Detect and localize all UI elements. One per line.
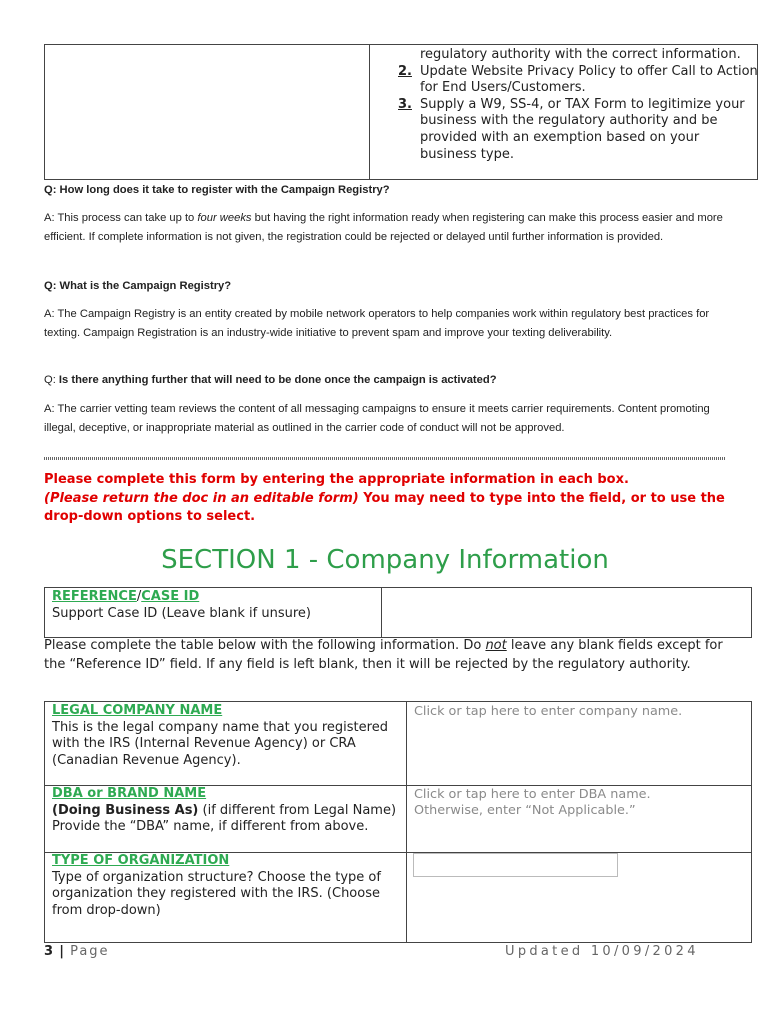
legal-name-label-cell [52,703,402,769]
updated-date: Updated 10/09/2024 [505,944,699,959]
org-type-link[interactable]: TYPE OF ORGANIZATION [52,853,230,868]
page-word: Page [70,944,110,959]
footer-separator: | [59,944,64,959]
org-type-label-cell [52,853,402,919]
form-instructions [44,471,734,527]
list-item-number: 2. [398,63,412,79]
answer-text: but having the right information ready when registering can make this process easier and more efficient. If complete information is not given, the registration could be rejected or delayed until further information is provided. [44,212,723,243]
page-number: 3 [44,944,54,959]
faq-question-1: Q: How long does it take to register with the Campaign Registry? [44,184,390,196]
case-id-input[interactable] [383,589,750,636]
label-slash: / [136,589,142,604]
instruction-text: Please complete this form by entering the appropriate information in each box. [44,472,629,487]
dba-name-field[interactable]: Click or tap here to enter DBA name. Otherwise, enter “Not Applicable.” [414,787,651,819]
answer-emphasis: four weeks [197,212,252,224]
list-item-number: 3. [398,96,412,112]
org-type-dropdown[interactable] [413,853,618,877]
table-divider [406,702,407,942]
reference-description: Support Case ID (Leave blank if unsure) [52,605,311,621]
reference-label-cell [52,589,377,622]
question-prefix: Q: [44,374,59,386]
org-type-description: Type of organization structure? Choose the type of organization they registered with the IRS. (Choose from drop-down) [52,869,381,918]
instruction-italic: (Please return the doc in an editable form) [44,490,359,506]
faq-question-2: Q: What is the Campaign Registry? [44,280,232,292]
company-name-field[interactable]: Click or tap here to enter company name. [414,704,683,719]
reference-link[interactable]: REFERENCE [52,589,137,604]
note-text: leave any blank fields except for the “Reference ID” field. If any field is left blank, then it will be rejected by the regulatory authority. [44,638,723,672]
list-item-text: Supply a W9, SS-4, or TAX Form to legitimize your business with the regulatory authority and be provided with an exemption based on your business type. [420,96,745,162]
faq-question-3 [44,371,734,390]
dba-description: (if different from Legal Name) Provide the “DBA” name, if different from above. [52,802,397,834]
case-id-link[interactable]: CASE ID [141,589,200,604]
dotted-divider [44,457,726,460]
company-info-table [44,701,752,943]
table-divider [381,588,382,637]
dba-bold-text: (Doing Business As) [52,802,199,818]
table-divider [369,45,370,179]
faq-answer-2: A: The Campaign Registry is an entity created by mobile network operators to help companies work within regulatory best practices for texting. Campaign Registration is an industry-wide initiative to prevent spam and improve your texting deliverability. [44,308,710,339]
faq-answer-1 [44,209,734,247]
dba-link[interactable]: DBA or BRAND NAME [52,786,207,801]
instruction-text: You may need to type into the field, or to use the drop-down options to select. [44,490,725,524]
legal-name-description: This is the legal company name that you registered with the IRS (Internal Revenue Agency) or CRA (Canadian Revenue Agency). [52,719,388,768]
requirements-list [398,47,758,163]
page-footer [44,944,110,959]
dba-label-cell [52,786,402,836]
table-instructions [44,637,744,674]
legal-name-link[interactable]: LEGAL COMPANY NAME [52,703,223,718]
list-item-continuation [398,47,758,64]
note-text: Please complete the table below with the following information. Do [44,638,486,653]
faq-answer-3: A: The carrier vetting team reviews the content of all messaging campaigns to ensure it meets carrier requirements. Content promoting illegal, deceptive, or inappropriate material as outlined in the carrier code of conduct will not be approved. [44,403,710,434]
note-emphasis: not [485,638,507,653]
list-item [398,97,758,163]
section-title: SECTION 1 - Company Information [161,545,609,575]
list-item [398,64,758,97]
list-item-text: regulatory authority with the correct information. [420,47,741,62]
answer-text: A: This process can take up to [44,212,198,224]
list-item-text: Update Website Privacy Policy to offer Call to Action for End Users/Customers. [420,63,758,96]
reference-table [44,587,752,638]
question-text: Is there anything further that will need to be done once the campaign is activated? [58,374,497,386]
